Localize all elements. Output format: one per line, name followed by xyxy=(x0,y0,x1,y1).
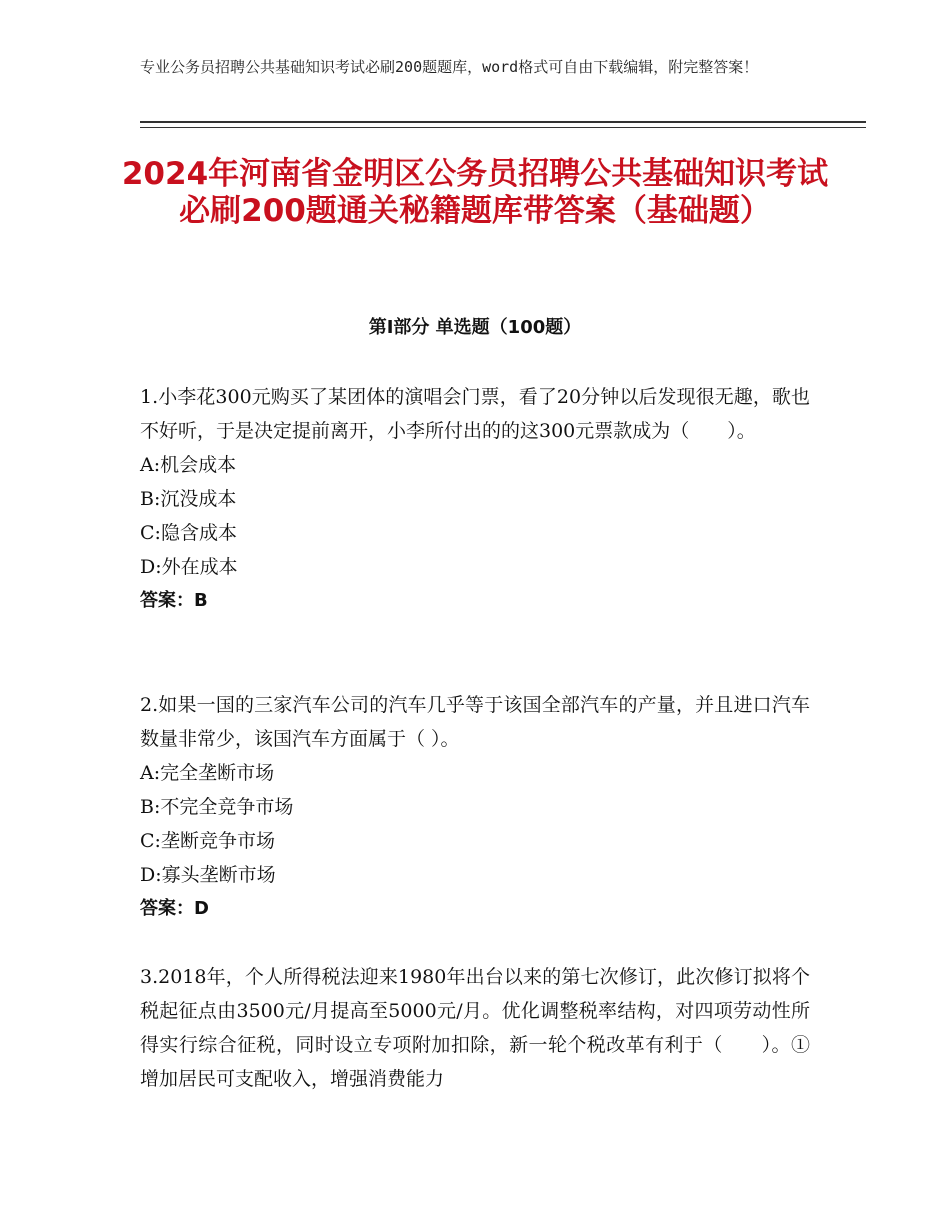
option-a: A:完全垄断市场 xyxy=(140,762,275,784)
header-divider-thin xyxy=(140,127,866,128)
option-a: A:机会成本 xyxy=(140,454,237,476)
question-3 xyxy=(140,960,810,1096)
answer-label: 答案：D xyxy=(140,898,209,919)
section-title: 第Ⅰ部分 单选题（100题） xyxy=(368,317,582,338)
document-title: 2024年河南省金明区公务员招聘公共基础知识考试必刷200题通关秘籍题库带答案（基础题） xyxy=(121,156,829,229)
question-text: 1.小李花300元购买了某团体的演唱会门票，看了20分钟以后发现很无趣，歌也不好听，于是决定提前离开，小李所付出的的这300元票款成为（ ）。 xyxy=(140,386,810,442)
option-d: D:寡头垄断市场 xyxy=(140,864,276,886)
header-note: 专业公务员招聘公共基础知识考试必刷200题题库，word格式可自由下载编辑，附完整答案！ xyxy=(140,58,759,76)
question-2 xyxy=(140,688,810,926)
option-b: B:不完全竞争市场 xyxy=(140,796,294,818)
answer-label: 答案：B xyxy=(140,590,208,611)
option-d: D:外在成本 xyxy=(140,556,238,578)
option-c: C:隐含成本 xyxy=(140,522,237,544)
question-text: 2.如果一国的三家汽车公司的汽车几乎等于该国全部汽车的产量，并且进口汽车数量非常少，该国汽车方面属于（ ）。 xyxy=(140,694,810,750)
option-c: C:垄断竞争市场 xyxy=(140,830,275,852)
header-divider-thick xyxy=(140,121,866,123)
question-text: 3.2018年，个人所得税法迎来1980年出台以来的第七次修订，此次修订拟将个税起征点由3500元/月提高至5000元/月。优化调整税率结构，对四项劳动性所得实行综合征税，同时设立专项附加扣除，新一轮个税改革有利于（ ）。①增加居民可支配收入，增强消费能力 xyxy=(140,966,810,1090)
question-1 xyxy=(140,380,810,618)
option-b: B:沉没成本 xyxy=(140,488,237,510)
